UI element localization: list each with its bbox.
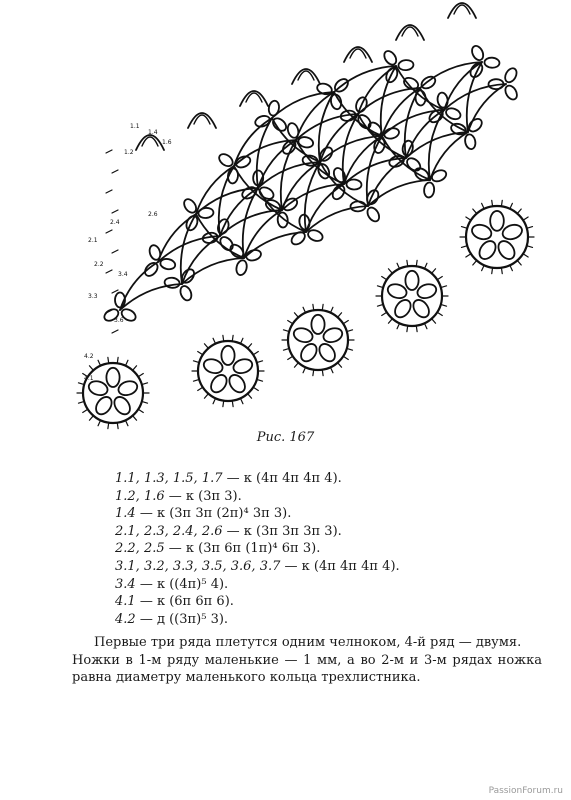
chain xyxy=(406,132,468,158)
trefoil-ring xyxy=(235,259,248,276)
picot xyxy=(112,210,118,213)
trefoil-ring xyxy=(198,207,214,219)
rosette-petal xyxy=(311,315,324,334)
picot xyxy=(492,268,493,274)
picot xyxy=(377,304,383,306)
trefoil-ring xyxy=(503,84,519,102)
picot xyxy=(347,348,353,350)
rosette-petal xyxy=(470,222,493,241)
formula-line: 1.1, 1.3, 1.5, 1.7 — к (4п 4п 4п 4). xyxy=(115,471,342,486)
picot xyxy=(517,209,521,214)
rosette-petal xyxy=(405,271,418,290)
picot xyxy=(437,277,442,280)
formula-line: 2.1, 2.3, 2.4, 2.6 — к (3п 3п 3п 3). xyxy=(115,523,342,539)
picot xyxy=(253,352,258,355)
picot xyxy=(232,401,233,407)
picot xyxy=(138,409,143,412)
trefoil-ring xyxy=(398,59,414,70)
picot xyxy=(108,423,109,429)
picot xyxy=(248,344,252,349)
picot xyxy=(527,227,533,229)
picot xyxy=(283,348,289,350)
picot xyxy=(338,363,342,368)
picot xyxy=(83,409,88,412)
formula-line: 4.2 — д ((3п)⁵ 3). xyxy=(115,611,229,627)
picot xyxy=(106,150,112,153)
picot xyxy=(213,338,215,343)
picot xyxy=(461,246,467,248)
picot xyxy=(125,360,127,365)
row-label: 3.3 xyxy=(88,293,98,300)
rosette-petal xyxy=(202,357,224,375)
chain xyxy=(306,206,368,232)
picot xyxy=(112,330,118,333)
picot xyxy=(313,304,314,310)
formula-line: 1.2, 1.6 — к (3п 3). xyxy=(115,488,242,504)
picot xyxy=(388,269,392,274)
trefoil-ring xyxy=(444,106,462,121)
row-label: 3.4 xyxy=(118,271,128,278)
picot xyxy=(397,263,399,268)
trefoil-ring xyxy=(178,284,193,302)
picot xyxy=(343,356,348,359)
picot xyxy=(466,217,471,220)
picot xyxy=(283,330,289,332)
rosette-petal xyxy=(106,368,119,387)
picot xyxy=(347,330,353,332)
rosette-petal xyxy=(495,238,518,262)
picot xyxy=(523,217,528,220)
row-label: 2.6 xyxy=(148,211,158,218)
picot xyxy=(461,227,467,229)
picot xyxy=(257,379,263,381)
picot xyxy=(466,254,471,257)
picot xyxy=(133,366,137,371)
rosette-petal xyxy=(501,222,524,241)
row-label: 2.4 xyxy=(110,219,120,226)
rosette-petal xyxy=(322,326,344,344)
picot xyxy=(98,420,100,425)
picot xyxy=(78,383,84,385)
picot xyxy=(213,398,215,403)
row-label: 1.1 xyxy=(130,123,140,130)
trefoil-ring xyxy=(464,133,477,150)
picot xyxy=(303,307,305,312)
formula-line: 3.1, 3.2, 3.3, 3.5, 3.6, 3.7 — к (4п 4п 4п 4). xyxy=(115,558,400,574)
picot xyxy=(407,326,408,332)
chain xyxy=(444,84,506,110)
site-watermark: PassionForum.ru xyxy=(488,786,563,796)
picot xyxy=(106,190,112,193)
rosette-petal xyxy=(386,282,408,300)
rosette-petal xyxy=(410,297,432,320)
rosette-petal xyxy=(490,211,504,231)
picot xyxy=(382,312,387,315)
formula-line: 1.4 — к (3п 3п (2п)⁴ 3п 3). xyxy=(115,506,292,522)
picot xyxy=(240,338,242,343)
rosette-petal xyxy=(117,379,139,397)
picot xyxy=(106,230,112,233)
picot xyxy=(257,361,263,363)
picot xyxy=(108,357,109,363)
trefoil-ring xyxy=(484,57,500,68)
picot xyxy=(133,416,137,421)
trefoil-ring xyxy=(365,205,381,223)
picot xyxy=(382,277,387,280)
picot xyxy=(112,290,118,293)
picot xyxy=(322,370,323,376)
picot xyxy=(89,366,93,371)
trefoil-ring xyxy=(423,182,434,198)
rosette-petal xyxy=(226,372,248,395)
rosette-petal xyxy=(232,357,254,375)
rosette-petal xyxy=(416,282,438,300)
formula-line: 2.2, 2.5 — к (3п 6п (1п)⁴ 6п 3). xyxy=(115,541,321,557)
picot xyxy=(78,401,84,403)
rosette-petal xyxy=(392,297,414,320)
picot xyxy=(482,203,484,208)
picot xyxy=(424,263,426,268)
picot xyxy=(193,379,199,381)
row-label: 2.2 xyxy=(94,261,104,268)
picot xyxy=(198,352,203,355)
rosette-petal xyxy=(221,346,234,365)
picot xyxy=(343,321,348,324)
trefoil-ring xyxy=(382,49,399,67)
picot xyxy=(117,357,118,363)
rosette-petal xyxy=(316,341,338,364)
rosette-petal xyxy=(292,326,314,344)
picot xyxy=(517,260,521,265)
picot xyxy=(377,286,383,288)
picot xyxy=(204,394,208,399)
picot xyxy=(193,361,199,363)
picot xyxy=(303,367,305,372)
picot xyxy=(437,312,442,315)
picot xyxy=(388,319,392,324)
rosette-petal xyxy=(476,238,499,262)
picot xyxy=(288,356,293,359)
picot xyxy=(501,268,502,274)
row-label: 3.6 xyxy=(114,317,124,324)
picot xyxy=(473,260,477,265)
picot xyxy=(510,265,512,270)
trefoil-ring xyxy=(437,92,449,108)
formula-line: 3.4 — к ((4п)⁵ 4). xyxy=(115,576,229,592)
formula-line: 4.1 — к (6п 6п 6). xyxy=(115,594,234,610)
paragraph-first-line: Первые три ряда плетутся одним челноком, 4-й ряд — двумя. xyxy=(94,635,522,650)
trefoil-ring xyxy=(164,277,180,289)
picot xyxy=(106,270,112,273)
picot xyxy=(338,313,342,318)
row-label: 4.2 xyxy=(84,353,94,360)
picot xyxy=(253,387,258,390)
chain xyxy=(120,262,158,310)
picot xyxy=(138,374,143,377)
chain xyxy=(158,214,196,262)
row-label: 2.1 xyxy=(88,237,98,244)
picot xyxy=(473,209,477,214)
picot xyxy=(330,307,332,312)
picot xyxy=(198,387,203,390)
picot xyxy=(407,260,408,266)
picot xyxy=(510,203,512,208)
picot xyxy=(204,344,208,349)
picot xyxy=(142,383,148,385)
paragraph-rest: Ножки в 1-м ряду маленькие — 1 мм, а во 2-м и 3-м рядах ножка равна диаметру маленького кольца трехлистника. xyxy=(72,652,542,686)
picot xyxy=(288,321,293,324)
picot xyxy=(112,250,118,253)
picot xyxy=(416,260,417,266)
trefoil-ring xyxy=(268,100,281,117)
picot xyxy=(527,246,533,248)
trefoil-ring xyxy=(217,152,235,169)
picot xyxy=(98,360,100,365)
picot xyxy=(232,335,233,341)
rosette-petal xyxy=(93,394,115,417)
trefoil-ring xyxy=(503,66,519,84)
picot xyxy=(89,416,93,421)
trefoil-ring xyxy=(470,44,486,62)
picot xyxy=(424,323,426,328)
picot xyxy=(432,269,436,274)
row-labels xyxy=(84,123,172,382)
picot xyxy=(294,363,298,368)
row-label: 4.1 xyxy=(84,375,94,382)
lace-pattern-drawing xyxy=(77,3,534,429)
description-paragraph xyxy=(72,634,542,687)
picot xyxy=(112,170,118,173)
figure-caption: Рис. 167 xyxy=(256,430,315,445)
picot xyxy=(223,335,224,341)
picot xyxy=(416,326,417,332)
picot xyxy=(125,420,127,425)
picot xyxy=(523,254,528,257)
picot xyxy=(294,313,298,318)
picot xyxy=(432,319,436,324)
picot xyxy=(240,398,242,403)
picot xyxy=(492,200,493,206)
picot xyxy=(322,304,323,310)
row-label: 1.2 xyxy=(124,149,134,156)
picot xyxy=(142,401,148,403)
picot xyxy=(223,401,224,407)
picot xyxy=(117,423,118,429)
picot xyxy=(313,370,314,376)
rosette-petal xyxy=(208,372,230,395)
row-label: 1.4 xyxy=(148,129,158,136)
row-label: 1.6 xyxy=(162,139,172,146)
picot xyxy=(248,394,252,399)
picot xyxy=(397,323,399,328)
picot xyxy=(330,367,332,372)
picot xyxy=(482,265,484,270)
rosette-petal xyxy=(111,394,133,417)
formula-list xyxy=(115,470,400,628)
picot xyxy=(501,200,502,206)
picot xyxy=(441,286,447,288)
trefoil-ring xyxy=(307,228,325,243)
rosette-petal xyxy=(298,341,320,364)
picot xyxy=(441,304,447,306)
